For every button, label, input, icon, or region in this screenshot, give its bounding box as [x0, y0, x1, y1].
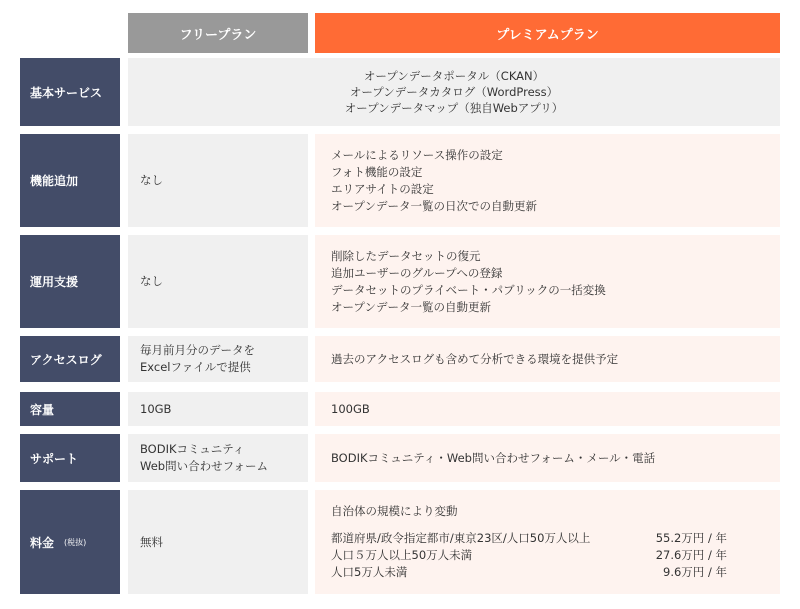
ops-item: データセットのプライベート・パブリックの一括変換 — [331, 282, 606, 297]
cell-text: Web問い合わせフォーム — [140, 459, 268, 473]
cell-text: Excelファイルで提供 — [140, 360, 251, 374]
cell-capacity-premium — [315, 392, 780, 426]
cell-ops-free — [128, 235, 308, 328]
price-tier-name: 人口５万人以上50万人未満 — [331, 548, 473, 562]
service-item: オープンデータマップ（独自Webアプリ） — [344, 101, 564, 115]
row-label-text: アクセスログ — [30, 352, 102, 367]
row-label-price — [20, 490, 120, 594]
cell-text: BODIKコミュニティ — [140, 442, 245, 456]
header-free-plan-label: フリープラン — [179, 27, 257, 43]
price-tier-name: 都道府県/政令指定都市/東京23区/人口50万人以上 — [331, 531, 591, 545]
row-label-features — [20, 134, 120, 227]
cell-features-premium — [315, 134, 780, 227]
row-label-text: 料金 — [30, 535, 55, 550]
cell-support-premium — [315, 434, 780, 482]
row-label-text: 容量 — [30, 402, 55, 417]
cell-price-free — [128, 490, 308, 594]
tax-note: (税抜) — [64, 537, 87, 547]
feature-item: エリアサイトの設定 — [331, 181, 434, 196]
feature-item: オープンデータ一覧の日次での自動更新 — [331, 198, 537, 213]
price-tier-amount: 55.2万円 / 年 — [655, 531, 727, 545]
feature-item: メールによるリソース操作の設定 — [331, 147, 503, 162]
price-note: 自治体の規模により変動 — [331, 504, 458, 518]
ops-item: オープンデータ一覧の自動更新 — [331, 299, 491, 314]
cell-log-free — [128, 336, 308, 382]
price-tier-row — [331, 530, 727, 547]
cell-text: 毎月前月分のデータを — [140, 343, 255, 357]
row-label-support — [20, 434, 120, 482]
service-item: オープンデータポータル（CKAN） — [363, 69, 545, 83]
cell-capacity-free — [128, 392, 308, 426]
row-label-text: 運用支援 — [30, 275, 79, 289]
feature-item: フォト機能の設定 — [331, 164, 423, 179]
cell-text: 100GB — [331, 401, 370, 416]
row-label-capacity — [20, 392, 120, 426]
price-tier-row — [331, 564, 727, 581]
cell-text: 無料 — [140, 534, 163, 549]
header-premium-plan — [315, 13, 780, 53]
cell-support-free — [128, 434, 308, 482]
row-label-operation-support — [20, 235, 120, 328]
price-tier-amount: 27.6万円 / 年 — [655, 548, 727, 562]
header-premium-plan-label: プレミアムプラン — [496, 27, 599, 43]
cell-price-premium — [315, 490, 780, 594]
ops-item: 追加ユーザーのグループへの登録 — [331, 265, 503, 280]
cell-text: なし — [140, 274, 163, 288]
cell-text: 過去のアクセスログも含めて分析できる環境を提供予定 — [331, 351, 619, 366]
price-tier-row — [331, 547, 727, 564]
cell-features-free — [128, 134, 308, 227]
cell-text: BODIKコミュニティ・Web問い合わせフォーム・メール・電話 — [331, 450, 656, 465]
price-tier-amount: 9.6万円 / 年 — [663, 565, 727, 579]
row-label-text: サポート — [30, 451, 79, 466]
cell-text: なし — [140, 173, 163, 187]
price-tier-name: 人口5万人未満 — [331, 565, 408, 579]
header-free-plan — [128, 13, 308, 53]
cell-basic-service-both — [128, 58, 780, 126]
row-label-text: 機能追加 — [30, 174, 79, 188]
row-label-basic-service — [20, 58, 120, 126]
row-label-access-log — [20, 336, 120, 382]
cell-log-premium — [315, 336, 780, 382]
row-label-text: 基本サービス — [30, 85, 103, 100]
service-item: オープンデータカタログ（WordPress） — [349, 85, 559, 99]
ops-item: 削除したデータセットの復元 — [331, 248, 481, 263]
cell-text: 10GB — [140, 401, 172, 416]
cell-ops-premium — [315, 235, 780, 328]
